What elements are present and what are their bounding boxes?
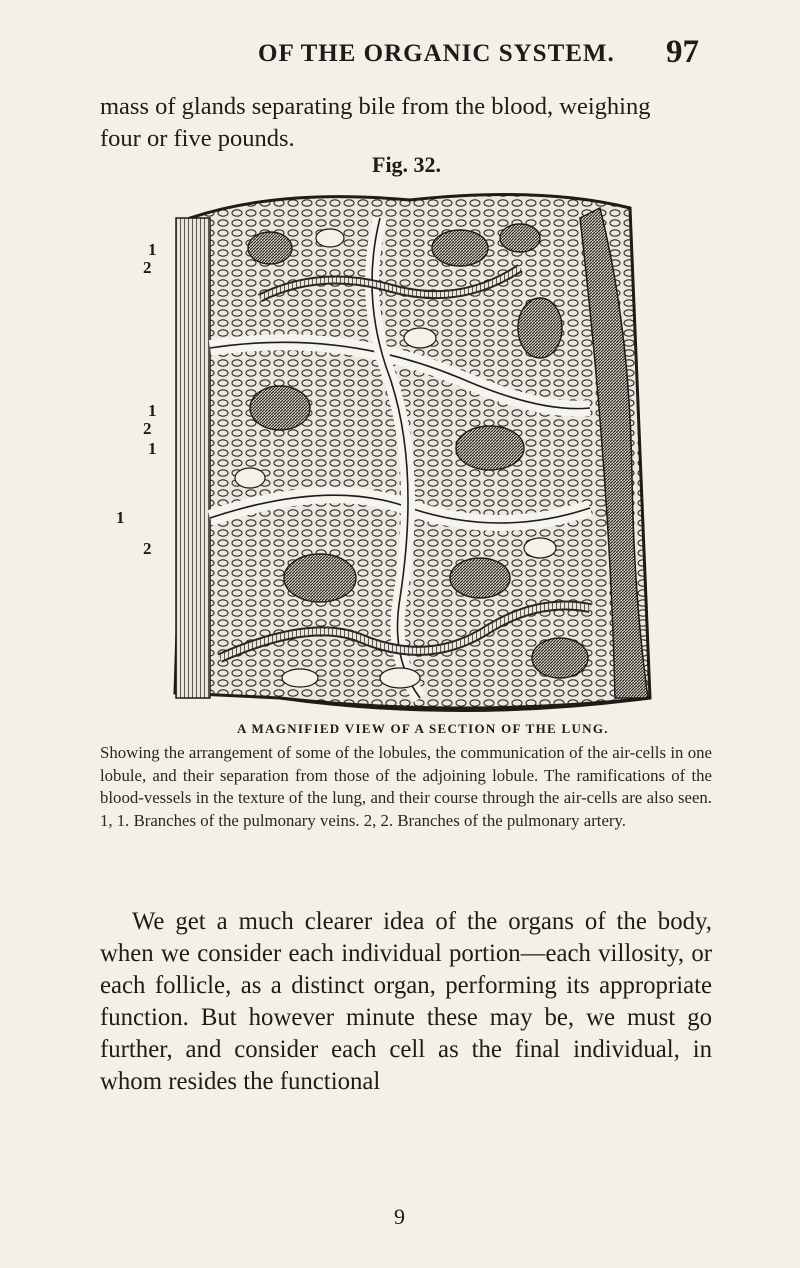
figure-marker: 1 [148,401,157,420]
figure-marker: 1 [148,240,157,259]
body-paragraph: We get a much clearer idea of the organs of the body, when we consider each individual portion—each villosity, or each follicle, as a distinct organ, performing its appropriate function. But however minute these may be, we must go further, and consider each cell as the final individual, in whom resides the functional [100,908,712,1095]
figure-marker: 2 [143,419,152,438]
figure-caption-title: A MAGNIFIED VIEW OF A SECTION OF THE LUNG. [237,721,609,736]
lung-section-illustration [160,178,660,714]
figure-label: Fig. 32. [372,152,442,177]
page-number: 97 [666,34,699,70]
intro-line-2: four or five pounds. [100,125,295,152]
figure-marker: 2 [143,539,152,558]
signature-mark: 9 [394,1204,405,1229]
figure-marker: 1 [116,508,125,527]
figure-marker: 2 [143,258,152,277]
running-header: OF THE ORGANIC SYSTEM. [258,40,615,67]
figure-marker: 1 [148,439,157,458]
intro-line-1: mass of glands separating bile from the blood, weighing [100,93,651,120]
figure-caption: Showing the arrangement of some of the lobules, the communication of the air-cells in one lobule, and their separation from those of the adjoining lobule. The ramifications of the blood-vessels in the texture of the lung, and their course through the air-cells are also seen. 1, 1. Branches of the pulmonary veins. 2, 2. Branches of the pulmonary artery. [100,743,712,830]
